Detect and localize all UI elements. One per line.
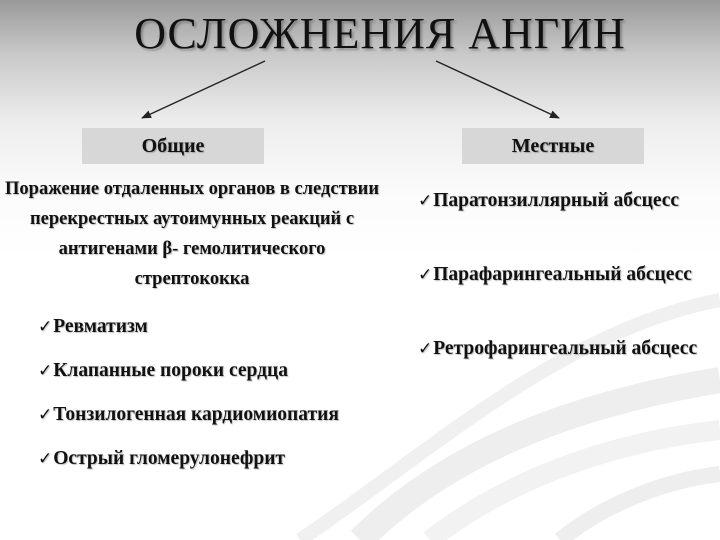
list-item-label: Паратонзиллярный абсцесс <box>433 190 680 211</box>
list-item <box>418 334 708 408</box>
checkmark-icon: ✓ <box>38 449 53 469</box>
checkmark-icon: ✓ <box>38 361 53 381</box>
list-item-label: Ретрофарингеальный абсцесс <box>433 338 698 359</box>
general-header-box <box>82 128 264 164</box>
list-item <box>418 186 708 260</box>
list-item-label: Клапанные пороки сердца <box>53 360 288 381</box>
general-header-label: Общие <box>141 135 205 157</box>
checkmark-icon: ✓ <box>38 405 53 425</box>
list-item-label: Парафарингеальный абсцесс <box>433 264 692 285</box>
list-item <box>38 400 418 444</box>
list-item-label: Ревматизм <box>53 316 148 337</box>
general-description: Поражение отдаленных органов в следствии перекрестных аутоимунных реакций с антигенами β- гемолитического стрептококка <box>5 179 379 289</box>
checkmark-icon: ✓ <box>38 317 53 337</box>
checkmark-icon: ✓ <box>418 191 433 211</box>
list-item <box>38 356 418 400</box>
local-complications-list <box>418 186 708 408</box>
list-item-label: Острый гломерулонефрит <box>53 448 286 469</box>
list-item <box>38 312 418 356</box>
slide-title: ОСЛОЖНЕНИЯ АНГИН <box>134 9 626 58</box>
checkmark-icon: ✓ <box>418 339 433 359</box>
arrow-to-general <box>142 61 265 118</box>
list-item <box>38 444 418 488</box>
checkmark-icon: ✓ <box>418 265 433 285</box>
list-item <box>418 260 708 334</box>
local-header-box <box>462 128 644 164</box>
local-header-label: Местные <box>511 135 595 157</box>
list-item-label: Тонзилогенная кардиомиопатия <box>53 404 339 425</box>
general-complications-list <box>38 312 418 488</box>
arrow-to-local <box>436 61 559 118</box>
